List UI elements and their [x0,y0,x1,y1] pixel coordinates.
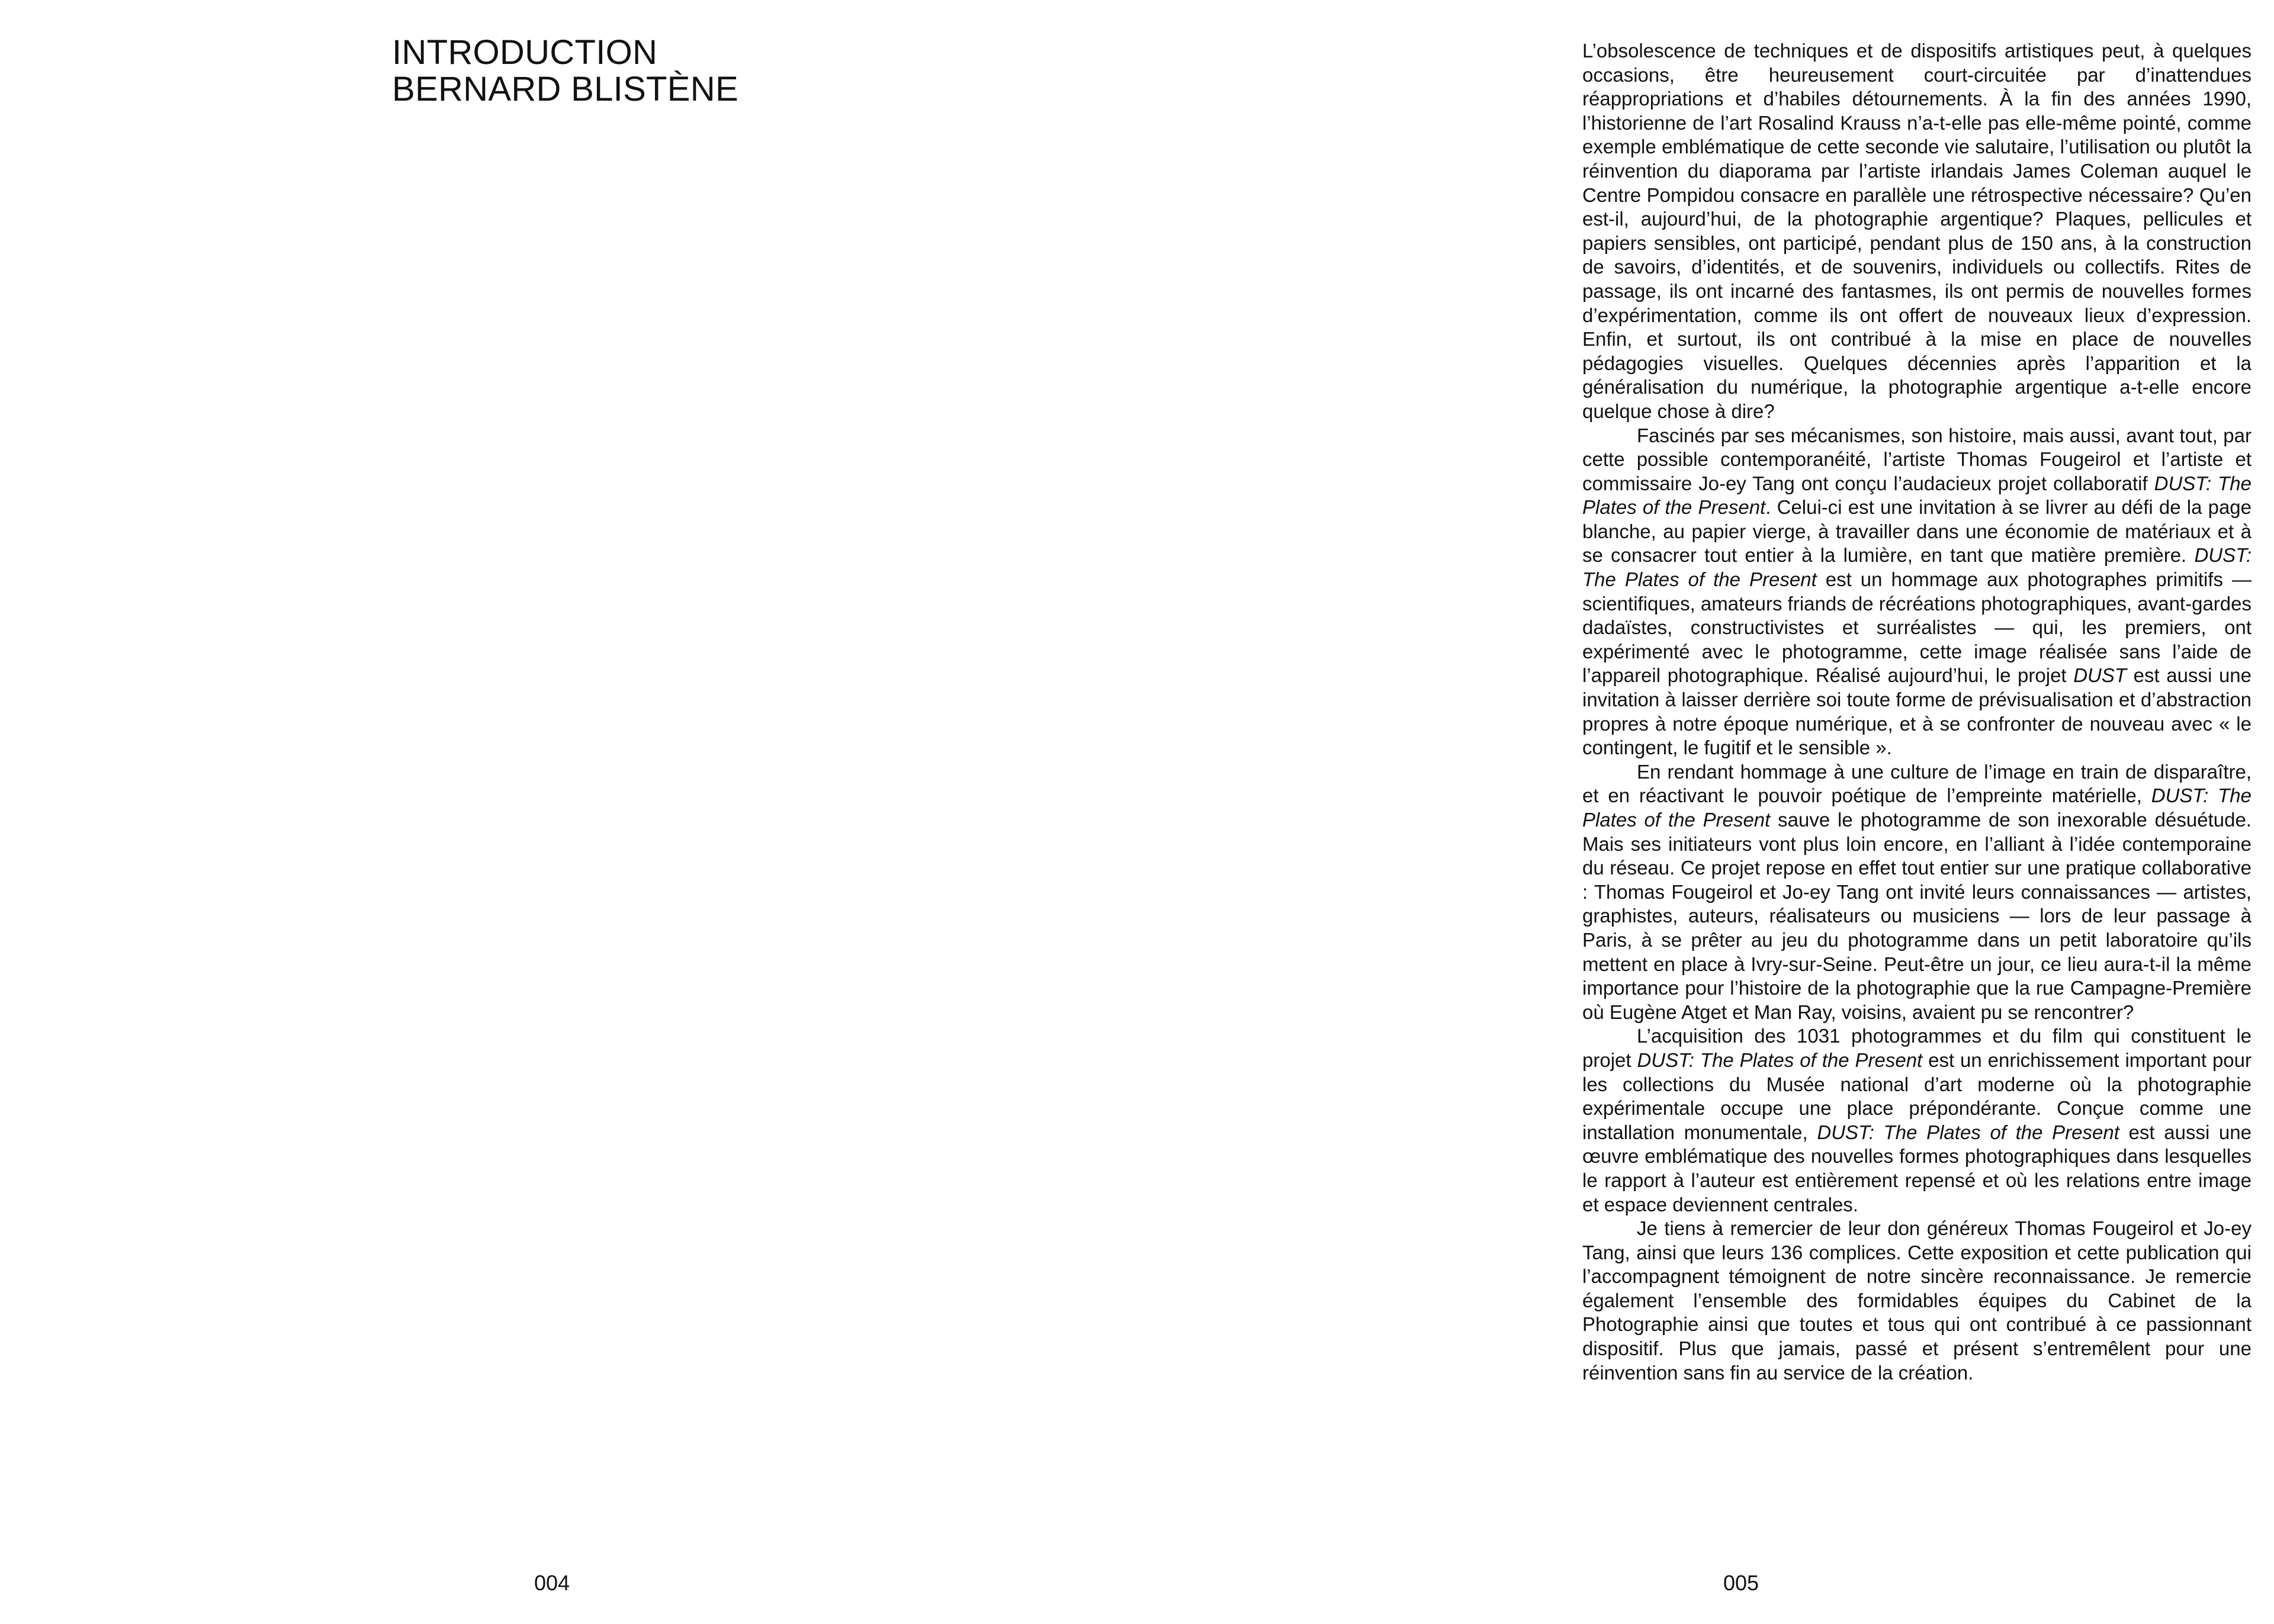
paragraph-2-title-3: DUST [2073,664,2127,687]
paragraph-3-text-2: sauve le photogramme de son inexorable désuétude. Mais ses initiateurs vont plus loin encore, en l’alliant à l’idée contemporaine du réseau. Ce projet repose en effet tout entier sur une pratique collaborative : Thomas Fougeirol et Jo-ey Tang ont invité leurs connaissances — artistes, graphistes, auteurs, réalisateurs ou musiciens — lors de leur passage à Paris, à se prêter au jeu du photogramme dans un petit laboratoire qu’ils mettent en place à Ivry-sur-Seine. Peut-être un jour, ce lieu aura-t-il la même importance pour l’histoire de la photographie que la rue Campagne-Première où Eugène Atget et Man Ray, voisins, avaient pu se rencontrer? [1582,809,2251,1023]
paragraph-2-text-3: est un hommage aux photographes primitifs — scientifiques, amateurs friands de récréations photographiques, avant-gardes dadaïstes, constructivistes et surréalistes — qui, les premiers, ont expérimenté avec le photogramme, cette image réalisée sans l’aide de l’appareil photographique. Réalisé aujourd’hui, le projet [1582,568,2251,687]
body-text [1582,39,2251,1385]
paragraph-4-text-3: est aussi une œuvre emblématique des nouvelles formes photographiques dans lesquelles le rapport à l’auteur est entièrement repensé et où les relations entre image et espace deviennent centrales. [1582,1121,2251,1215]
paragraph-5-text: Je tiens à remercier de leur don généreux Thomas Fougeirol et Jo-ey Tang, ainsi que leurs 136 complices. Cette exposition et cette publication qui l’accompagnent témoignent de notre sincère reconnaissance. Je remercie également l’ensemble des formidables équipes du Cabinet de la Photographie ainsi que toutes et tous qui ont contribué à ce passionnant dispositif. Plus que jamais, passé et présent s’entremêlent pour une réinvention sans fin au service de la création. [1582,1217,2251,1384]
paragraph-4-text-1: L’acquisition des 1031 photogrammes et du film qui constituent le projet [1582,1025,2251,1071]
paragraph-4-title-1: DUST: The Plates of the Present [1637,1049,1923,1071]
paragraph-3-text-1: En rendant hommage à une culture de l’image en train de disparaître, et en réactivant le pouvoir poétique de l’empreinte matérielle, [1582,760,2251,807]
paragraph-1-text: L’obsolescence de techniques et de dispositifs artistiques peut, à quelques occasions, être heureusement court-circuitée par d’inattendues réappropriations et d’habiles détournements. À la fin des années 1990, l’historienne de l’art Rosalind Krauss n’a-t-elle pas elle-même pointé, comme exemple emblématique de cette seconde vie salutaire, l’utilisation ou plutôt la réinvention du diaporama par l’artiste irlandais James Coleman auquel le Centre Pompidou consacre en parallèle une rétrospective nécessaire? Qu’en est-il, aujourd’hui, de la photographie argentique? Plaques, pellicules et papiers sensibles, ont participé, pendant plus de 150 ans, à la construction de savoirs, d’identités, et de souvenirs, individuels ou collectifs. Rites de passage, ils ont incarné des fantasmes, ils ont permis de nouvelles formes d’expérimentation, comme ils ont offert de nouveaux lieux d’expression. Enfin, et surtout, ils ont contribué à la mise en place de nouvelles pédagogies visuelles. Quelques décennies après l’apparition et la généralisation du numérique, la photographie argentique a-t-elle encore quelque chose à dire? [1582,40,2251,422]
paragraph-2-title-2: DUST: The Plates of the Present [1582,544,2251,591]
paragraph-4-title-2: DUST: The Plates of the Present [1817,1121,2119,1143]
page-heading [392,34,738,108]
paragraph-2-title-1: DUST: The Plates of the Present [1582,472,2251,519]
paragraph-2-text-1: Fascinés par ses mécanismes, son histoire, mais aussi, avant tout, par cette possible contemporanéité, l’artiste Thomas Fougeirol et l’artiste et commissaire Jo-ey Tang ont conçu l’audacieux projet collaboratif [1582,424,2251,494]
paragraph-4-text-2: est un enrichissement important pour les collections du Musée national d’art moderne où la photographie expérimentale occupe une place prépondérante. Conçue comme une installation monumentale, [1582,1049,2251,1143]
paragraph-3 [1582,760,2251,1025]
page-number-left: 004 [534,1571,570,1595]
paragraph-5 [1582,1217,2251,1385]
heading-title: INTRODUCTION [392,33,658,72]
paragraph-1 [1582,39,2251,424]
paragraph-4 [1582,1024,2251,1217]
paragraph-2-text-4: est aussi une invitation à laisser derrière soi toute forme de prévisualisation et d’abstraction propres à notre époque numérique, et à se confronter de nouveau avec « le contingent, le fugitif et le sensible ». [1582,664,2251,759]
heading-author: BERNARD BLISTÈNE [392,70,738,108]
paragraph-3-title-1: DUST: The Plates of the Present [1582,784,2251,831]
right-page [1137,0,2274,1624]
page-number-right: 005 [1723,1571,1759,1595]
paragraph-2 [1582,424,2251,760]
paragraph-2-text-2: . Celui-ci est une invitation à se livrer au défi de la page blanche, au papier vierge, à travailler dans une économie de matériaux et à se consacrer tout entier à la lumière, en tant que matière première. [1582,496,2251,567]
